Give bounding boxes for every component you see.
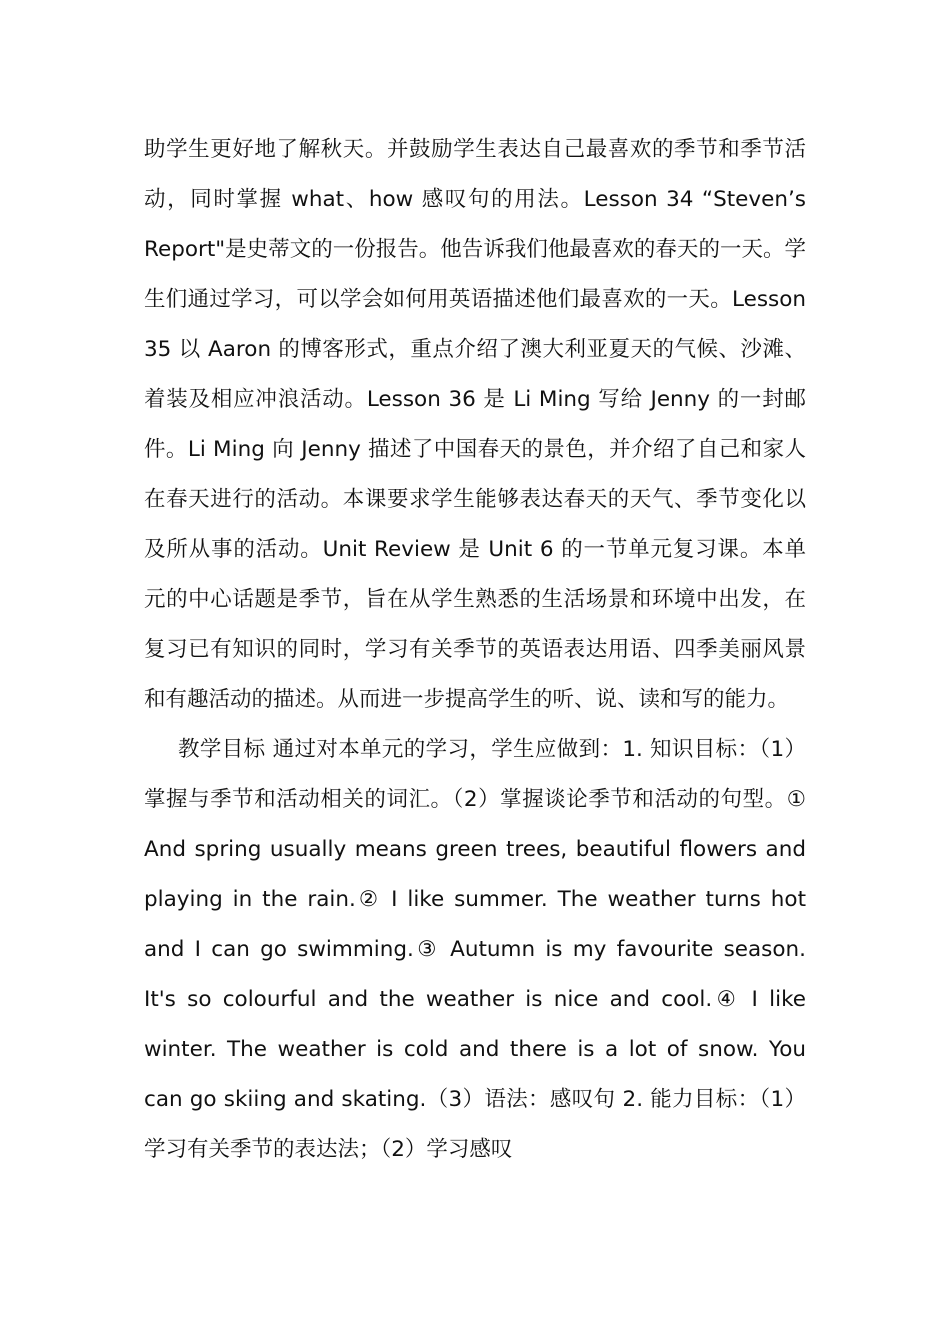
paragraph-teaching-objectives: 教学目标 通过对本单元的学习，学生应做到：1. 知识目标：（1）掌握与季节和活动相关的词汇。（2）掌握谈论季节和活动的句型。① And spring usually means green trees, beautiful flowers and playing in the rain.② I like summer. The weather turns hot and I can go swimming.③ Autumn is my favourite season. It's so colourful and the weather is nice and cool.④ I like winter. The weather is cold and there is a lot of snow. You can go skiing and skating.（3）语法：感叹句 2. 能力目标：（1）学习有关季节的表达法；（2）学习感叹 bbox=[144, 737, 806, 1162]
paragraph-unit-overview: 助学生更好地了解秋天。并鼓励学生表达自己最喜欢的季节和季节活动，同时掌握 what、how 感叹句的用法。Lesson 34 “Steven’s Report"是史蒂文的一份报告。他告诉我们他最喜欢的春天的一天。学生们通过学习，可以学会如何用英语描述他们最喜欢的一天。Lesson 35 以 Aaron 的博客形式，重点介绍了澳大利亚夏天的气候、沙滩、着装及相应冲浪活动。Lesson 36 是 Li Ming 写给 Jenny 的一封邮件。Li Ming 向 Jenny 描述了中国春天的景色，并介绍了自己和家人在春天进行的活动。本课要求学生能够表达春天的天气、季节变化以及所从事的活动。Unit Review 是 Unit 6 的一节单元复习课。本单元的中心话题是季节，旨在从学生熟悉的生活场景和环境中出发，在复习已有知识的同时，学习有关季节的英语表达用语、四季美丽风景和有趣活动的描述。从而进一步提高学生的听、说、读和写的能力。 bbox=[144, 137, 806, 712]
document-body bbox=[144, 125, 806, 1175]
